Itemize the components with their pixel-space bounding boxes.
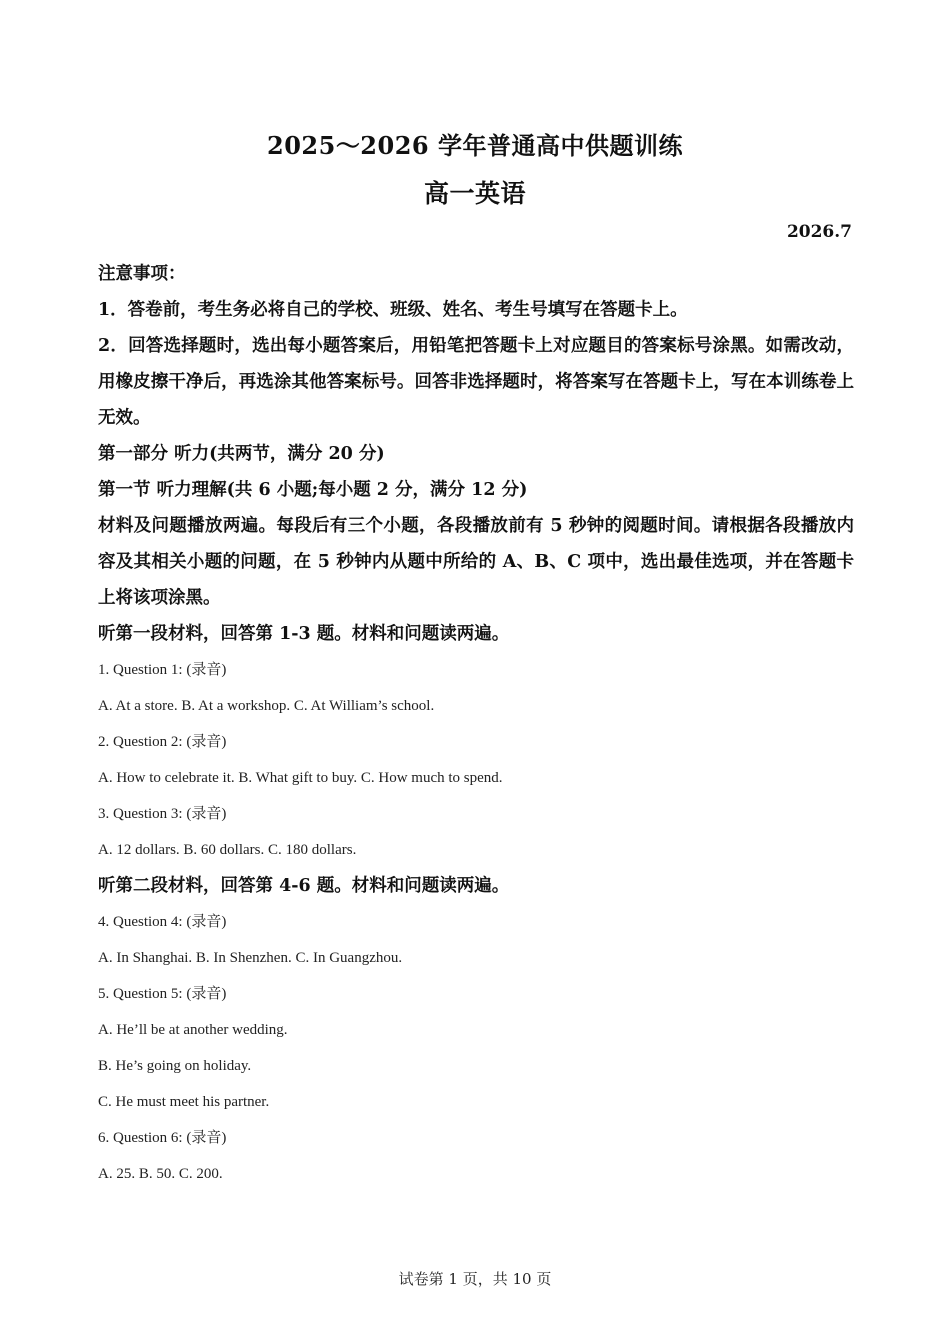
question-1-options: A. At a store. B. At a workshop. C. At William’s school. [98, 698, 435, 714]
part1-title: 第一部分 听力(共两节，满分 20 分) [98, 444, 385, 464]
segment1-heading: 听第一段材料，回答第 1-3 题。材料和问题读两遍。 [98, 624, 510, 644]
question-4: 4. Question 4: (录音) [98, 914, 227, 930]
question-5-option-a: A. He’ll be at another wedding. [98, 1022, 288, 1038]
segment2-heading: 听第二段材料，回答第 4-6 题。材料和问题读两遍。 [98, 876, 510, 896]
question-2-options: A. How to celebrate it. B. What gift to buy. C. How much to spend. [98, 770, 503, 786]
question-2: 2. Question 2: (录音) [98, 734, 227, 750]
exam-date: 2026.7 [786, 222, 852, 242]
question-1: 1. Question 1: (录音) [98, 662, 227, 678]
question-4-options: A. In Shanghai. B. In Shenzhen. C. In Guangzhou. [98, 950, 403, 966]
question-5-option-b: B. He’s going on holiday. [98, 1058, 252, 1074]
notice-item-1: 1．答卷前，考生务必将自己的学校、班级、姓名、考生号填写在答题卡上。 [98, 300, 688, 320]
page-footer: 试卷第 1 页，共 10 页 [398, 1270, 552, 1288]
exam-body [98, 256, 854, 1192]
question-5: 5. Question 5: (录音) [98, 986, 227, 1002]
question-6-options: A. 25. B. 50. C. 200. [98, 1166, 223, 1182]
question-5-option-c: C. He must meet his partner. [98, 1094, 270, 1110]
question-3: 3. Question 3: (录音) [98, 806, 227, 822]
exam-title: 2025～2026 学年普通高中供题训练 [267, 131, 683, 160]
section1-title: 第一节 听力理解(共 6 小题;每小题 2 分，满分 12 分) [98, 480, 528, 500]
question-3-options: A. 12 dollars. B. 60 dollars. C. 180 dollars. [98, 842, 357, 858]
question-6: 6. Question 6: (录音) [98, 1130, 227, 1146]
notice-heading: 注意事项： [98, 264, 186, 284]
exam-subject: 高一英语 [423, 179, 526, 208]
listening-instructions: 材料及问题播放两遍。每段后有三个小题，各段播放前有 5 秒钟的阅题时间。请根据各段播放内容及其相关小题的问题，在 5 秒钟内从题中所给的 A、B、C 项中，选出最佳选项，并在答题卡上将该项涂黑。 [98, 516, 854, 608]
notice-item-2: 2．回答选择题时，选出每小题答案后，用铅笔把答题卡上对应题目的答案标号涂黑。如需改动，用橡皮擦干净后，再选涂其他答案标号。回答非选择题时，将答案写在答题卡上，写在本训练卷上无效。 [98, 336, 854, 428]
